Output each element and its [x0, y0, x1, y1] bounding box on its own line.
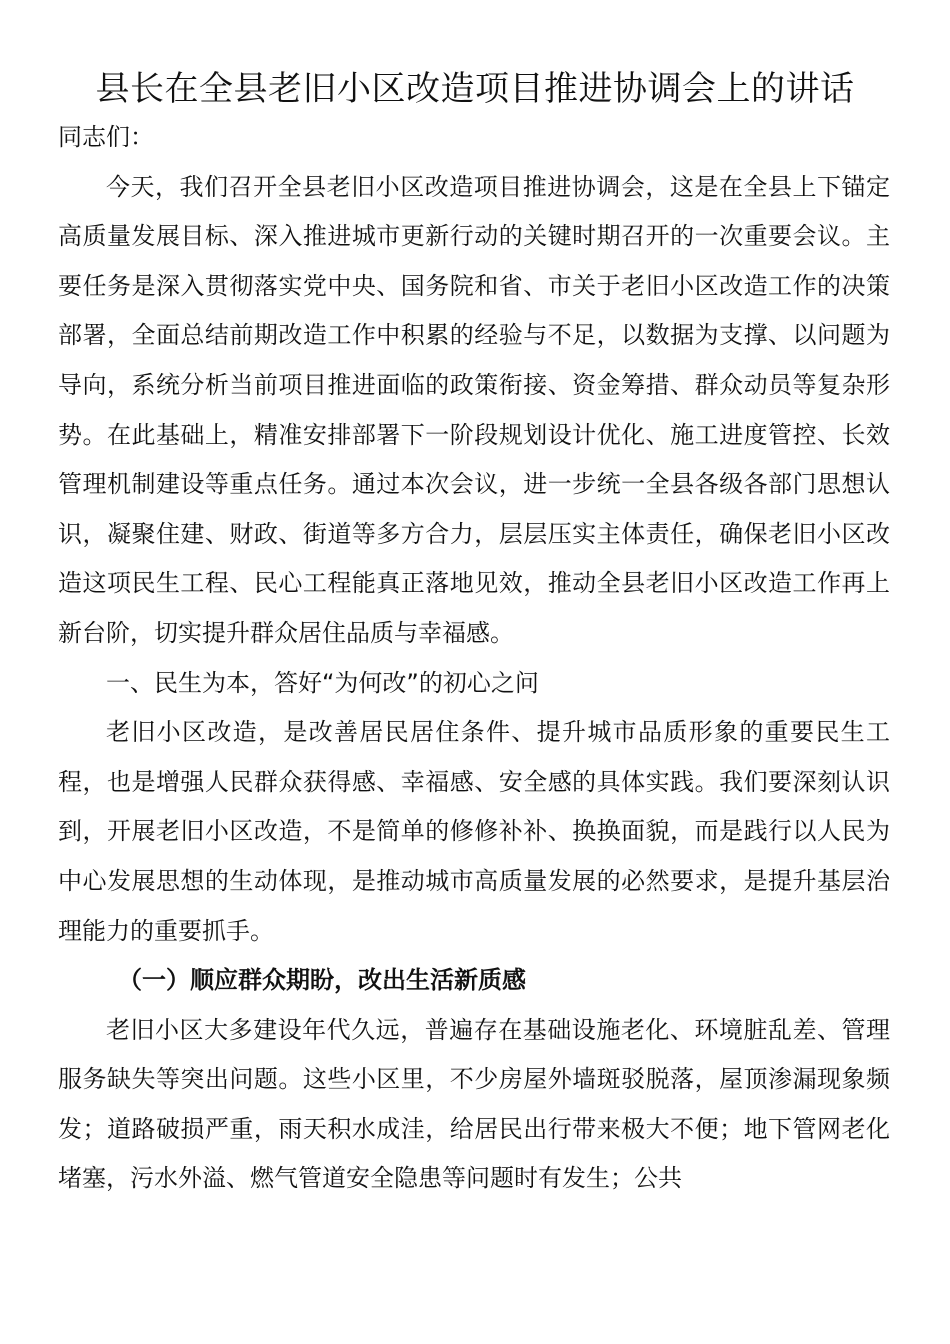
paragraph-section-1: 老旧小区改造，是改善居民居住条件、提升城市品质形象的重要民生工程，也是增强人民群众获得感、幸福感、安全感的具体实践。我们要深刻认识到，开展老旧小区改造，不是简单的修修补补、换换面貌，而是践行以人民为中心发展思想的生动体现，是推动城市高质量发展的必然要求，是提升基层治理能力的重要抓手。	[58, 718, 890, 945]
subsection-heading-1: （一）顺应群众期盼，改出生活新质感	[118, 966, 526, 995]
salutation: 同志们：	[58, 123, 154, 151]
document-title: 县长在全县老旧小区改造项目推进协调会上的讲话	[95, 69, 855, 109]
paragraph-subsection-1: 老旧小区大多建设年代久远，普遍存在基础设施老化、环境脏乱差、管理服务缺失等突出问题。这些小区里，不少房屋外墙斑驳脱落，屋顶渗漏现象频发；道路破损严重，雨天积水成洼，给居民出行带来极大不便；地下管网老化堵塞，污水外溢、燃气管道安全隐患等问题时有发生；公共	[58, 1015, 890, 1193]
section-heading-1: 一、民生为本，答好“为何改”的初心之问	[106, 668, 539, 697]
document-body	[58, 113, 890, 1204]
paragraph-intro: 今天，我们召开全县老旧小区改造项目推进协调会，这是在全县上下锚定高质量发展目标、深入推进城市更新行动的关键时期召开的一次重要会议。主要任务是深入贯彻落实党中央、国务院和省、市关于老旧小区改造工作的决策部署，全面总结前期改造工作中积累的经验与不足，以数据为支撑、以问题为导向，系统分析当前项目推进面临的政策衔接、资金筹措、群众动员等复杂形势。在此基础上，精准安排部署下一阶段规划设计优化、施工进度管控、长效管理机制建设等重点任务。通过本次会议，进一步统一全县各级各部门思想认识，凝聚住建、财政、街道等多方合力，层层压实主体责任，确保老旧小区改造这项民生工程、民心工程能真正落地见效，推动全县老旧小区改造工作再上新台阶，切实提升群众居住品质与幸福感。	[58, 172, 890, 647]
